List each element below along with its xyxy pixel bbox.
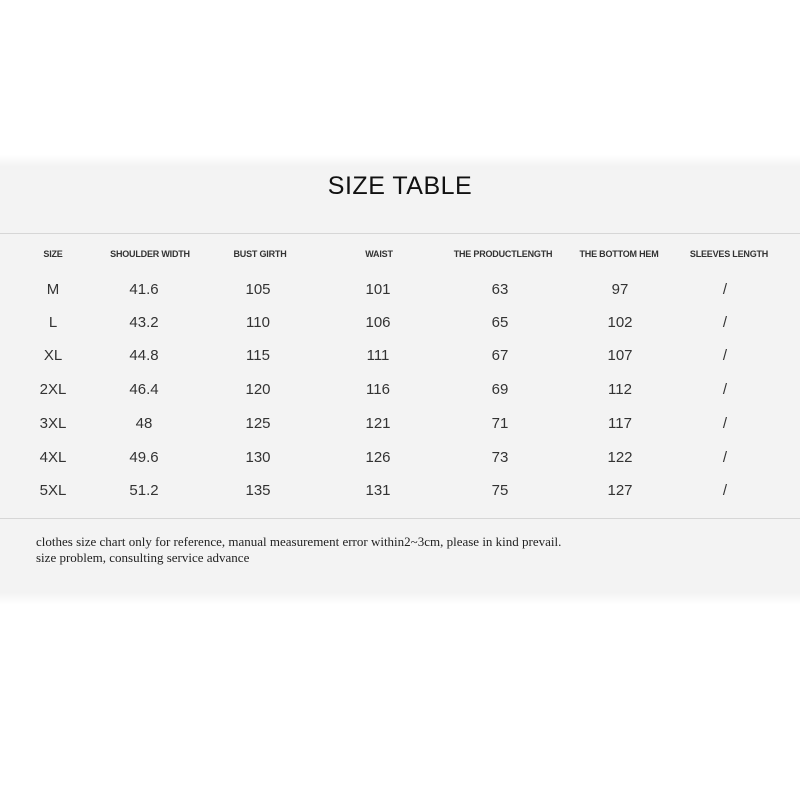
- bottom-hem-cell: 122: [607, 449, 633, 466]
- size-cell: 2XL: [39, 381, 67, 398]
- bust-girth-cell: 120: [245, 381, 271, 398]
- bottom-divider: [0, 518, 800, 519]
- header-sleeves-length: SLEEVES LENGTH: [689, 249, 769, 259]
- sleeves-length-cell: /: [722, 415, 728, 432]
- bust-girth-cell: 105: [245, 281, 271, 298]
- size-cell: 5XL: [39, 482, 67, 499]
- header-waist: WAIST: [365, 249, 393, 259]
- sleeves-length-cell: /: [722, 381, 728, 398]
- sleeves-length-cell: /: [722, 347, 728, 364]
- top-divider: [0, 233, 800, 234]
- bottom-hem-cell: 107: [607, 347, 633, 364]
- bust-girth-cell: 130: [245, 449, 271, 466]
- bottom-hem-cell: 117: [608, 415, 632, 432]
- page-title: SIZE TABLE: [327, 172, 473, 200]
- shoulder-width-cell: 44.8: [129, 347, 159, 364]
- product-length-cell: 75: [491, 482, 509, 499]
- waist-cell: 116: [366, 381, 390, 398]
- bottom-hem-cell: 97: [611, 281, 629, 298]
- shoulder-width-cell: 48: [135, 415, 153, 432]
- sleeves-length-cell: /: [722, 281, 728, 298]
- size-cell: XL: [43, 347, 63, 364]
- shoulder-width-cell: 49.6: [129, 449, 159, 466]
- header-bottom-hem: THE BOTTOM HEM: [579, 249, 659, 259]
- header-bust-girth: BUST GIRTH: [233, 249, 287, 259]
- sleeves-length-cell: /: [722, 482, 728, 499]
- shoulder-width-cell: 43.2: [129, 314, 159, 331]
- product-length-cell: 73: [491, 449, 509, 466]
- size-cell: 4XL: [39, 449, 67, 466]
- bottom-hem-cell: 112: [608, 381, 632, 398]
- sleeves-length-cell: /: [722, 449, 728, 466]
- product-length-cell: 65: [491, 314, 509, 331]
- bottom-hem-cell: 102: [607, 314, 633, 331]
- bust-girth-cell: 125: [245, 415, 271, 432]
- waist-cell: 131: [365, 482, 391, 499]
- bust-girth-cell: 110: [246, 314, 270, 331]
- product-length-cell: 69: [491, 381, 509, 398]
- shoulder-width-cell: 51.2: [129, 482, 159, 499]
- shoulder-width-cell: 41.6: [129, 281, 159, 298]
- header-size: SIZE: [43, 249, 63, 259]
- disclaimer-note: clothes size chart only for reference, manual measurement error within2~3cm, please in kind prevail.: [36, 534, 562, 549]
- shoulder-width-cell: 46.4: [129, 381, 159, 398]
- bust-girth-cell: 115: [246, 347, 270, 364]
- waist-cell: 106: [365, 314, 391, 331]
- bust-girth-cell: 135: [245, 482, 271, 499]
- waist-cell: 111: [366, 347, 390, 364]
- size-cell: L: [48, 314, 58, 331]
- waist-cell: 121: [365, 415, 391, 432]
- sleeves-length-cell: /: [722, 314, 728, 331]
- header-shoulder-width: SHOULDER WIDTH: [110, 249, 190, 259]
- service-note: size problem, consulting service advance: [36, 550, 250, 565]
- bottom-hem-cell: 127: [607, 482, 633, 499]
- waist-cell: 126: [365, 449, 391, 466]
- header-product-length: THE PRODUCTLENGTH: [453, 249, 553, 259]
- product-length-cell: 71: [491, 415, 509, 432]
- size-cell: 3XL: [39, 415, 67, 432]
- waist-cell: 101: [365, 281, 391, 298]
- product-length-cell: 67: [491, 347, 509, 364]
- size-cell: M: [46, 281, 60, 298]
- product-length-cell: 63: [491, 281, 509, 298]
